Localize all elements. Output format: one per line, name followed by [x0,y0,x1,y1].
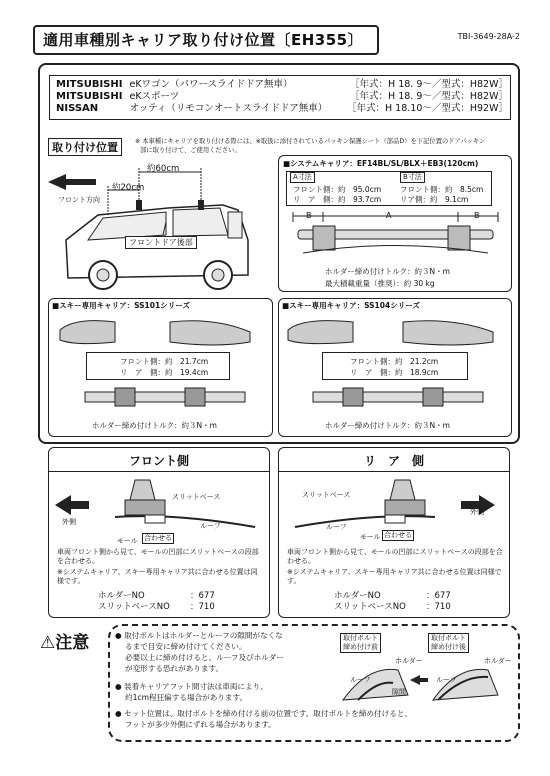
b-dim-label: B寸法 [400,172,425,183]
position-tag: 取り付け位置 [48,138,122,156]
rear-roof-label: ルーフ [326,523,347,531]
vehicle-spec: ［年式：H 18. 9～／型式：H82W］ [350,91,508,102]
rear-outside-label: 外側 [470,508,484,516]
a-front: フロント側：約 95.0cm [293,185,382,194]
vehicle-model: eKワゴン（パワースライドドア無車） [129,79,293,90]
system-carrier-title: ■システムキャリア：EF14BL/SL/BLX＋EB3(120cm) [283,159,479,168]
before-tighten-label: 取付ボルト 締め付け前 [340,633,381,653]
dim-b-left: B [306,211,312,220]
dim-a: A [386,211,392,220]
roof-label-after: ルーフ [436,676,457,684]
rear-slit-base-label: スリットベース [302,491,351,499]
after-tighten-label: 取付ボルト 締め付け後 [428,633,469,653]
ski-ss104-title: ■スキー専用キャリア：SS104シリーズ [282,301,420,310]
ski-ss104-torque: ホルダー締め付けトルク：約３N・m [325,421,450,430]
ski-ss101-torque: ホルダー締め付けトルク：約３N・m [92,421,217,430]
front-align-label: 合わせる [144,534,172,542]
holder-label-after: ホルダー [484,657,512,665]
caution-bullet-2 [115,681,330,703]
approx-60-label: 約60cm [147,164,180,174]
caution-bullet-3 [115,708,515,730]
vehicle-row [54,79,510,91]
caution-line: るまで目安に締め付けてください。 [125,642,247,651]
front-slit-label: スリットベースNO [98,602,170,612]
vehicle-make: MITSUBISHI [56,79,123,90]
caution-bullet-1 [115,630,330,674]
approx-20-label: 約20cm [112,183,145,193]
ski-ss104-rear: リ ア 側：約 18.9cm [350,368,439,377]
caution-line: 約1cm程狂偏する場合があります。 [125,693,248,702]
a-dim-label: A寸法 [290,172,315,183]
front-roof-label: ルーフ [200,522,221,530]
rear-desc: 車両フロント側から見て、モールの凹部にスリットベースの段部を合わせる。 [287,548,503,565]
vehicle-spec: ［年式：H 18. 9～／型式：H82W］ [350,79,508,90]
position-note-2: 部に取り付けて、ご使用ください。 [140,147,241,154]
vehicle-make: NISSAN [56,103,99,114]
b-rear: リア側：約 9.1cm [400,195,469,204]
bullet-icon: ● [115,682,122,691]
rear-molding-label: モール [360,533,381,541]
system-max-load: 最大積載重量（推奨）：約 30 kg [325,279,435,288]
bullet-icon: ● [115,631,122,640]
doc-number: TBI-3649-28A-2 [457,32,520,41]
dim-b-right: B [474,211,480,220]
rear-holder-label: ホルダーNO [334,591,381,601]
front-slit-base-label: スリットベース [172,493,221,501]
rear-note: ※システムキャリア、スキー専用キャリア共に合わせる位置は同様です。 [287,568,502,585]
front-side-title: フロント側 [128,454,189,468]
front-outside-label: 外側 [62,518,76,526]
vehicle-table [49,75,511,120]
front-holder-label: ホルダーNO [98,591,145,601]
position-note-1: ※ 本車種にキャリアを取り付ける際には、※取扱に添付されているパッキン保護シート（部品D）を下記位置のドアパッキン [135,138,486,145]
a-rear: リ ア 側：約 93.7cm [293,195,382,204]
rear-slit-no: ：710 [426,602,451,612]
vehicle-row [54,103,510,115]
caution-heading: ⚠注意 [40,633,90,653]
holder-label-before: ホルダー [395,657,423,665]
caution-line: フットが多少外側にずれる場合があります。 [125,720,276,729]
ski-ss101-rear: リ ア 側：約 19.4cm [120,368,209,377]
roof-label-before: ルーフ [350,676,371,684]
vehicle-make: MITSUBISHI [56,91,123,102]
caution-line: が変形する恐れがあります。 [125,664,224,673]
vehicle-model: オッティ（リモコンオートスライドドア無車） [129,103,328,114]
front-desc: 車両フロント側から見て、モールの凹部にスリットベースの段部を合わせる。 [57,548,259,565]
vehicle-row [54,91,510,103]
ski-ss101-title: ■スキー専用キャリア：SS101シリーズ [52,301,190,310]
front-molding-label: モール [117,537,138,545]
caution-line: セット位置は、取付ボルトを締め付ける前の位置です。取付ボルトを締め付けると、 [124,709,413,718]
front-note: ※システムキャリア、スキー専用キャリア共に合わせる位置は同様です。 [57,568,258,585]
caution-line: 必要以上に締め付けると、ルーフ及びホルダー [125,653,284,662]
rear-side-title: リ ア 側 [363,454,424,468]
front-slit-no: ：710 [190,602,215,612]
front-direction-label: フロント方向 [58,196,100,204]
rear-holder-no: ：677 [426,591,451,601]
car-illustration [48,160,273,295]
rear-slit-label: スリットベースNO [334,602,406,612]
front-door-label: フロントドア後部 [125,236,197,249]
system-torque: ホルダー締め付けトルク：約３N・m [325,267,450,276]
b-front: フロント側：約 8.5cm [400,185,484,194]
front-holder-no: ：677 [190,591,215,601]
ski-ss104-front: フロント側：約 21.2cm [350,357,439,366]
vehicle-spec: ［年式：H 18.10～／型式：H92W］ [347,103,508,114]
ski-ss101-front: フロント側：約 21.7cm [120,357,209,366]
caution-line: 取付ボルトはホルダーとルーフの隙間がなくな [124,631,283,640]
gap-label: 隙間 [392,688,406,696]
rear-align-label: 合わせる [384,531,412,539]
bullet-icon: ● [115,709,122,718]
page-title: 適用車種別キャリア取り付け位置〔EH355〕 [33,25,379,55]
caution-line: 装着キャリアフット間寸法は車両により、 [124,682,268,691]
vehicle-model: eKスポーツ [129,91,180,102]
